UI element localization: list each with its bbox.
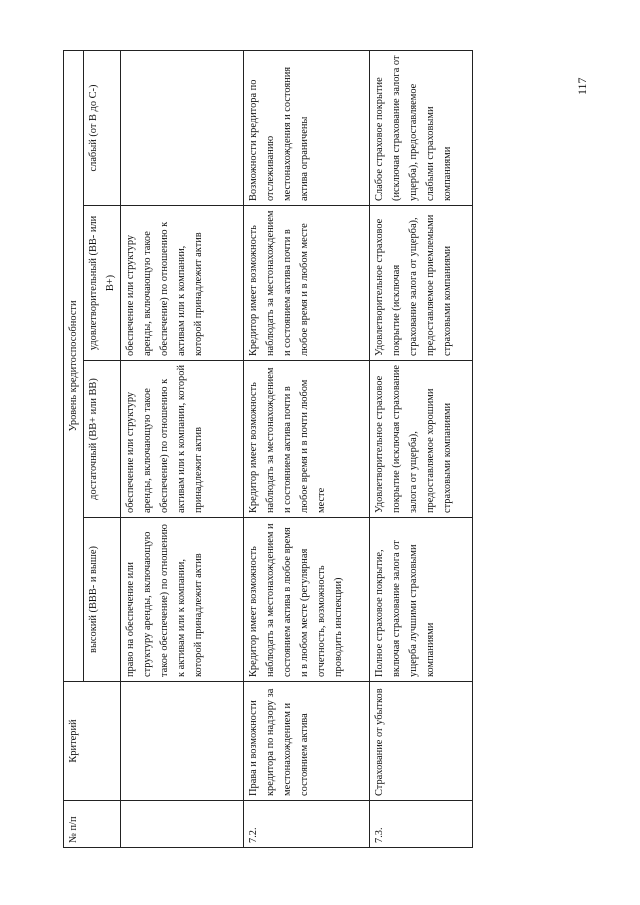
row-criterion: Права и возможности кредитора по надзору за местонахождением и состоянием актива bbox=[244, 682, 370, 801]
header-credit-level: Уровень кредитоспособности bbox=[64, 51, 84, 682]
header-level-weak: слабый (от B до C-) bbox=[84, 51, 121, 206]
row-criterion bbox=[121, 682, 244, 801]
row-num: 7.2. bbox=[244, 801, 370, 848]
cell-weak: Слабое страховое покрытие (исключая страхование залога от ущерба), предоставляемое слабыми страховыми компаниями bbox=[370, 51, 473, 206]
header-level-sufficient: достаточный (BB+ или BB) bbox=[84, 361, 121, 518]
header-num: № п/п bbox=[64, 801, 121, 848]
table-row bbox=[244, 51, 370, 848]
cell-satisfactory: Кредитор имеет возможность наблюдать за местонахождением и состоянием актива почти в любое время и в любом месте bbox=[244, 206, 370, 361]
header-level-high: высокий (BBB- и выше) bbox=[84, 518, 121, 682]
cell-weak bbox=[121, 51, 244, 206]
page-number: 117 bbox=[575, 77, 589, 95]
header-criterion: Критерий bbox=[64, 682, 121, 801]
cell-satisfactory: Удовлетворительное страховое покрытие (исключая страхование залога от ущерба), предоставляемое приемлемыми страховыми компаниями bbox=[370, 206, 473, 361]
table-row bbox=[121, 51, 244, 848]
row-criterion: Страхование от убытков bbox=[370, 682, 473, 801]
cell-satisfactory: обеспечение или структуру аренды, включающую такое обеспечение) по отношению к активам или к компании, которой принадлежит актив bbox=[121, 206, 244, 361]
cell-sufficient: Удовлетворительное страховое покрытие (исключая страхование залога от ущерба), предоставляемое хорошими страховыми компаниями bbox=[370, 361, 473, 518]
cell-sufficient: обеспечение или структуру аренды, включающую такое обеспечение) по отношению к активам или к компании, которой принадлежит актив bbox=[121, 361, 244, 518]
row-num: 7.3. bbox=[370, 801, 473, 848]
cell-sufficient: Кредитор имеет возможность наблюдать за местонахождением и состоянием актива почти в любое время и в почти любом месте bbox=[244, 361, 370, 518]
header-level-satisfactory: удовлетворительный (BB- или B+) bbox=[84, 206, 121, 361]
cell-high: Полное страховое покрытие, включая страхование залога от ущерба лучшими страховыми компаниями bbox=[370, 518, 473, 682]
cell-high: Кредитор имеет возможность наблюдать за местонахождением и состоянием актива в любое время и в любом месте (регулярная отчетность, возможность проводить инспекции) bbox=[244, 518, 370, 682]
table-row bbox=[370, 51, 473, 848]
row-num bbox=[121, 801, 244, 848]
cell-weak: Возможности кредитора по отслеживанию местонахождения и состояния актива ограничены bbox=[244, 51, 370, 206]
header-row-group bbox=[64, 51, 84, 848]
cell-high: право на обеспечение или структуру аренды, включающую такое обеспечение) по отношению к активам или к компании, которой принадлежит актив bbox=[121, 518, 244, 682]
creditworthiness-table bbox=[63, 50, 473, 848]
